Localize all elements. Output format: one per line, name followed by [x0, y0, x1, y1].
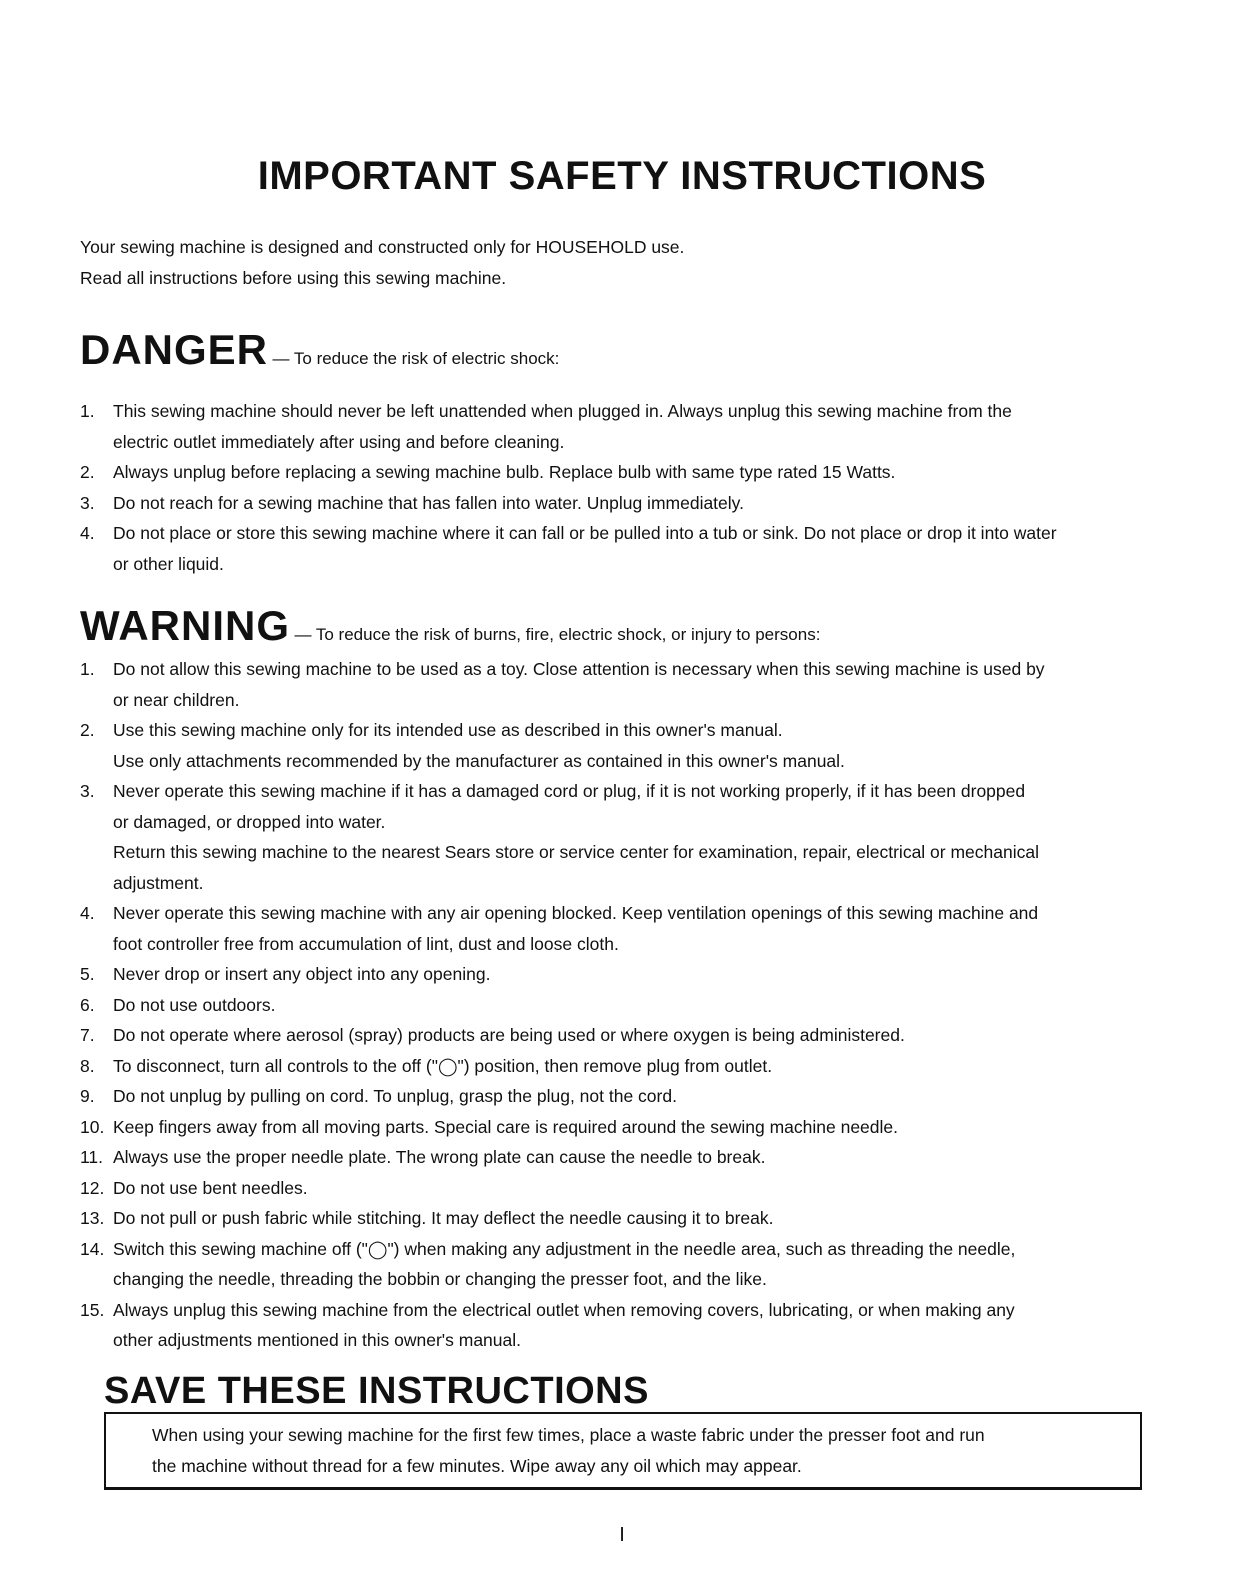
item-text-line: Do not reach for a sewing machine that has fallen into water. Unplug immediately.	[113, 492, 744, 513]
list-item	[80, 518, 1170, 579]
item-number: 12.	[80, 1177, 105, 1198]
item-text-line: Always use the proper needle plate. The wrong plate can cause the needle to break.	[113, 1147, 766, 1167]
item-text-line: Never operate this sewing machine with any air opening blocked. Keep ventilation openings of this sewing machine and	[113, 903, 1039, 923]
save-note-box	[104, 1412, 1142, 1490]
list-item	[80, 776, 1170, 898]
warning-heading	[80, 602, 820, 650]
item-text-line: Always unplug before replacing a sewing machine bulb. Replace bulb with same type rated 15 Watts.	[113, 462, 896, 482]
list-item	[80, 396, 1170, 457]
list-item	[80, 1203, 1170, 1234]
item-text-line: Do not allow this sewing machine to be used as a toy. Close attention is necessary when this sewing machine is used by	[113, 659, 1045, 679]
item-number: 11.	[80, 1147, 104, 1167]
list-item	[80, 715, 1170, 776]
item-number: 6.	[80, 994, 95, 1015]
item-number: 1.	[80, 401, 95, 421]
item-number: 7.	[80, 1025, 95, 1045]
item-number: 1.	[80, 659, 95, 679]
item-number: 4.	[80, 903, 95, 923]
save-heading: SAVE THESE INSTRUCTIONS	[104, 1370, 649, 1412]
item-number: 9.	[80, 1086, 95, 1106]
item-number: 13.	[80, 1208, 105, 1228]
list-item	[80, 898, 1170, 959]
save-note-text	[106, 1414, 1140, 1482]
intro-line: Read all instructions before using this sewing machine.	[80, 268, 507, 288]
item-text-line: or other liquid.	[113, 553, 224, 574]
list-item	[80, 1051, 1170, 1082]
list-item	[80, 990, 1170, 1021]
list-item	[80, 654, 1170, 715]
warning-list	[80, 654, 1170, 1356]
list-item	[80, 1112, 1170, 1143]
item-text-line: Do not use outdoors.	[113, 994, 276, 1015]
intro-text	[80, 232, 684, 294]
page-number: I	[619, 1524, 625, 1546]
item-text-line: changing the needle, threading the bobbin or changing the presser foot, and the like.	[113, 1269, 767, 1289]
item-number: 14.	[80, 1238, 105, 1259]
save-note-line: When using your sewing machine for the first few times, place a waste fabric under the presser foot and run	[152, 1425, 985, 1445]
danger-subtitle: — To reduce the risk of electric shock:	[272, 349, 560, 368]
item-text-line: other adjustments mentioned in this owner's manual.	[113, 1330, 522, 1350]
item-text-line: Always unplug this sewing machine from the electrical outlet when removing covers, lubricating, or when making any	[113, 1299, 1015, 1320]
list-item	[80, 488, 1170, 519]
item-number: 4.	[80, 523, 95, 543]
item-number: 2.	[80, 720, 95, 740]
item-text-line: Never drop or insert any object into any opening.	[113, 964, 491, 984]
item-number: 3.	[80, 492, 95, 513]
list-item	[80, 1173, 1170, 1204]
item-text-line: Do not unplug by pulling on cord. To unplug, grasp the plug, not the cord.	[113, 1086, 677, 1106]
list-item	[80, 959, 1170, 990]
item-number: 10.	[80, 1116, 105, 1137]
list-item	[80, 1020, 1170, 1051]
item-text-line: or damaged, or dropped into water.	[113, 811, 386, 832]
item-text-line: Do not pull or push fabric while stitching. It may deflect the needle causing it to break.	[113, 1208, 774, 1228]
list-item	[80, 1081, 1170, 1112]
item-text-line: Do not use bent needles.	[113, 1177, 308, 1198]
item-text-line: Do not place or store this sewing machine where it can fall or be pulled into a tub or sink. Do not place or drop it into water	[113, 523, 1057, 543]
item-text-line: Keep fingers away from all moving parts. Special care is required around the sewing machine needle.	[113, 1116, 899, 1137]
item-text-line: Switch this sewing machine off ("◯") when making any adjustment in the needle area, such as threading the needle,	[113, 1238, 1016, 1259]
danger-title: DANGER	[80, 326, 269, 373]
item-text-line: electric outlet immediately after using and before cleaning.	[113, 431, 565, 452]
item-number: 5.	[80, 964, 95, 984]
list-item	[80, 457, 1170, 488]
item-text-line: or near children.	[113, 689, 240, 710]
item-text-line: Use only attachments recommended by the manufacturer as contained in this owner's manual.	[113, 750, 845, 771]
warning-title: WARNING	[80, 602, 290, 649]
item-text-line: foot controller free from accumulation of lint, dust and loose cloth.	[113, 933, 619, 954]
item-text-line: Use this sewing machine only for its intended use as described in this owner's manual.	[113, 720, 783, 740]
list-item	[80, 1234, 1170, 1295]
item-text-line: Do not operate where aerosol (spray) products are being used or where oxygen is being administered.	[113, 1025, 905, 1045]
item-text-line: Return this sewing machine to the nearest Sears store or service center for examination, repair, electrical or mechanical	[113, 842, 1039, 862]
intro-line: Your sewing machine is designed and constructed only for HOUSEHOLD use.	[80, 237, 685, 257]
item-number: 3.	[80, 781, 95, 801]
warning-subtitle: — To reduce the risk of burns, fire, electric shock, or injury to persons:	[294, 625, 821, 644]
danger-heading	[80, 326, 559, 374]
item-number: 2.	[80, 462, 95, 482]
item-number: 8.	[80, 1055, 95, 1076]
item-text-line: Never operate this sewing machine if it has a damaged cord or plug, if it is not working properly, if it has been dropped	[113, 781, 1026, 801]
page-title: IMPORTANT SAFETY INSTRUCTIONS	[257, 154, 987, 198]
item-text-line: To disconnect, turn all controls to the off ("◯") position, then remove plug from outlet.	[113, 1055, 773, 1076]
danger-list	[80, 396, 1170, 579]
list-item	[80, 1295, 1170, 1356]
item-text-line: This sewing machine should never be left unattended when plugged in. Always unplug this sewing machine from the	[113, 401, 1012, 421]
item-number: 15.	[80, 1299, 105, 1320]
list-item	[80, 1142, 1170, 1173]
save-note-line: the machine without thread for a few minutes. Wipe away any oil which may appear.	[152, 1456, 802, 1476]
item-text-line: adjustment.	[113, 872, 204, 893]
